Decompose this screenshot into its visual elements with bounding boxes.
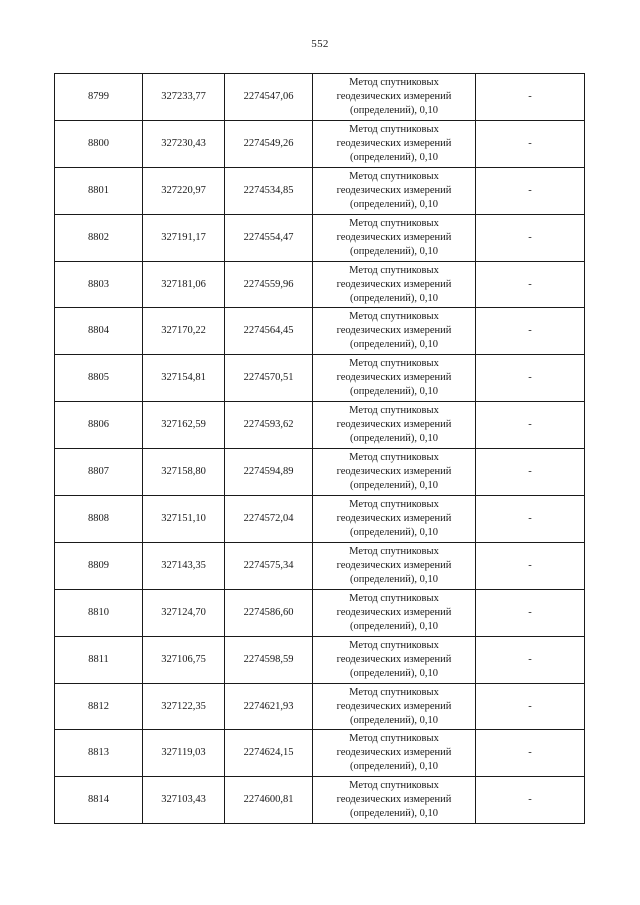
- method-text-line: (определений), 0,10: [349, 433, 439, 445]
- table-row: [55, 730, 585, 777]
- method-text-line: (определений), 0,10: [349, 761, 439, 773]
- point-number-cell: 8814: [55, 777, 143, 824]
- method-text-line: геодезических измерений: [336, 606, 452, 618]
- table-row: [55, 74, 585, 121]
- x-coordinate-cell: 327124,70: [143, 589, 225, 636]
- note-cell: -: [476, 308, 585, 355]
- method-text-line: Метод спутниковых: [349, 639, 439, 651]
- note-cell: -: [476, 449, 585, 496]
- method-text-line: (определений), 0,10: [349, 104, 439, 116]
- method-cell: [313, 636, 476, 683]
- method-cell: [313, 74, 476, 121]
- table-row: [55, 214, 585, 261]
- method-cell: [313, 730, 476, 777]
- method-text-line: Метод спутниковых: [349, 76, 439, 88]
- method-text-line: геодезических измерений: [336, 231, 452, 243]
- method-text-line: (определений), 0,10: [349, 245, 439, 257]
- table-row: [55, 589, 585, 636]
- method-cell: [313, 120, 476, 167]
- x-coordinate-cell: 327122,35: [143, 683, 225, 730]
- point-number-cell: 8801: [55, 167, 143, 214]
- method-cell: [313, 683, 476, 730]
- method-text-line: геодезических измерений: [336, 184, 452, 196]
- method-text-line: Метод спутниковых: [349, 733, 439, 745]
- method-text-line: (определений), 0,10: [349, 667, 439, 679]
- x-coordinate-cell: 327233,77: [143, 74, 225, 121]
- table-row: [55, 167, 585, 214]
- method-text-line: Метод спутниковых: [349, 452, 439, 464]
- method-text-line: Метод спутниковых: [349, 545, 439, 557]
- point-number-cell: 8810: [55, 589, 143, 636]
- y-coordinate-cell: 2274572,04: [225, 496, 313, 543]
- note-cell: -: [476, 402, 585, 449]
- table-row: [55, 496, 585, 543]
- point-number-cell: 8800: [55, 120, 143, 167]
- method-cell: [313, 777, 476, 824]
- y-coordinate-cell: 2274570,51: [225, 355, 313, 402]
- method-cell: [313, 214, 476, 261]
- note-cell: -: [476, 542, 585, 589]
- y-coordinate-cell: 2274586,60: [225, 589, 313, 636]
- point-number-cell: 8809: [55, 542, 143, 589]
- method-text-line: геодезических измерений: [336, 419, 452, 431]
- x-coordinate-cell: 327162,59: [143, 402, 225, 449]
- method-text-line: геодезических измерений: [336, 372, 452, 384]
- x-coordinate-cell: 327143,35: [143, 542, 225, 589]
- y-coordinate-cell: 2274575,34: [225, 542, 313, 589]
- y-coordinate-cell: 2274549,26: [225, 120, 313, 167]
- note-cell: -: [476, 120, 585, 167]
- y-coordinate-cell: 2274598,59: [225, 636, 313, 683]
- method-text-line: геодезических измерений: [336, 137, 452, 149]
- table-row: [55, 261, 585, 308]
- point-number-cell: 8807: [55, 449, 143, 496]
- method-text-line: (определений), 0,10: [349, 198, 439, 210]
- method-text-line: Метод спутниковых: [349, 170, 439, 182]
- note-cell: -: [476, 730, 585, 777]
- method-text-line: Метод спутниковых: [349, 358, 439, 370]
- method-text-line: (определений), 0,10: [349, 151, 439, 163]
- x-coordinate-cell: 327220,97: [143, 167, 225, 214]
- y-coordinate-cell: 2274624,15: [225, 730, 313, 777]
- table-row: [55, 402, 585, 449]
- x-coordinate-cell: 327151,10: [143, 496, 225, 543]
- method-text-line: (определений), 0,10: [349, 292, 439, 304]
- method-text-line: геодезических измерений: [336, 466, 452, 478]
- y-coordinate-cell: 2274554,47: [225, 214, 313, 261]
- y-coordinate-cell: 2274564,45: [225, 308, 313, 355]
- method-text-line: Метод спутниковых: [349, 217, 439, 229]
- x-coordinate-cell: 327119,03: [143, 730, 225, 777]
- note-cell: -: [476, 589, 585, 636]
- y-coordinate-cell: 2274559,96: [225, 261, 313, 308]
- note-cell: -: [476, 496, 585, 543]
- method-text-line: геодезических измерений: [336, 325, 452, 337]
- method-cell: [313, 496, 476, 543]
- y-coordinate-cell: 2274534,85: [225, 167, 313, 214]
- method-text-line: (определений), 0,10: [349, 526, 439, 538]
- y-coordinate-cell: 2274547,06: [225, 74, 313, 121]
- method-text-line: Метод спутниковых: [349, 311, 439, 323]
- method-text-line: геодезических измерений: [336, 653, 452, 665]
- method-cell: [313, 261, 476, 308]
- method-text-line: Метод спутниковых: [349, 592, 439, 604]
- table-row: [55, 120, 585, 167]
- method-text-line: (определений), 0,10: [349, 339, 439, 351]
- coordinates-table: [54, 73, 585, 824]
- x-coordinate-cell: 327106,75: [143, 636, 225, 683]
- method-cell: [313, 449, 476, 496]
- point-number-cell: 8811: [55, 636, 143, 683]
- method-text-line: геодезических измерений: [336, 278, 452, 290]
- method-cell: [313, 355, 476, 402]
- method-cell: [313, 308, 476, 355]
- method-text-line: геодезических измерений: [336, 794, 452, 806]
- method-text-line: геодезических измерений: [336, 512, 452, 524]
- note-cell: -: [476, 214, 585, 261]
- method-cell: [313, 167, 476, 214]
- note-cell: -: [476, 683, 585, 730]
- method-text-line: Метод спутниковых: [349, 498, 439, 510]
- table-row: [55, 542, 585, 589]
- table-row: [55, 308, 585, 355]
- coordinates-table-body: [55, 74, 585, 824]
- table-row: [55, 636, 585, 683]
- point-number-cell: 8799: [55, 74, 143, 121]
- method-text-line: геодезических измерений: [336, 747, 452, 759]
- method-text-line: (определений), 0,10: [349, 480, 439, 492]
- table-row: [55, 449, 585, 496]
- method-text-line: геодезических измерений: [336, 700, 452, 712]
- note-cell: -: [476, 355, 585, 402]
- method-text-line: геодезических измерений: [336, 90, 452, 102]
- point-number-cell: 8808: [55, 496, 143, 543]
- note-cell: -: [476, 167, 585, 214]
- table-row: [55, 683, 585, 730]
- method-text-line: Метод спутниковых: [349, 780, 439, 792]
- x-coordinate-cell: 327103,43: [143, 777, 225, 824]
- y-coordinate-cell: 2274594,89: [225, 449, 313, 496]
- x-coordinate-cell: 327154,81: [143, 355, 225, 402]
- y-coordinate-cell: 2274593,62: [225, 402, 313, 449]
- note-cell: -: [476, 636, 585, 683]
- page-number: 552: [311, 38, 329, 50]
- method-cell: [313, 402, 476, 449]
- method-text-line: Метод спутниковых: [349, 686, 439, 698]
- point-number-cell: 8802: [55, 214, 143, 261]
- x-coordinate-cell: 327158,80: [143, 449, 225, 496]
- x-coordinate-cell: 327181,06: [143, 261, 225, 308]
- point-number-cell: 8803: [55, 261, 143, 308]
- method-cell: [313, 589, 476, 636]
- note-cell: -: [476, 777, 585, 824]
- method-text-line: Метод спутниковых: [349, 264, 439, 276]
- method-text-line: (определений), 0,10: [349, 573, 439, 585]
- point-number-cell: 8812: [55, 683, 143, 730]
- method-text-line: (определений), 0,10: [349, 620, 439, 632]
- point-number-cell: 8813: [55, 730, 143, 777]
- point-number-cell: 8804: [55, 308, 143, 355]
- method-text-line: Метод спутниковых: [349, 123, 439, 135]
- table-row: [55, 777, 585, 824]
- y-coordinate-cell: 2274621,93: [225, 683, 313, 730]
- point-number-cell: 8805: [55, 355, 143, 402]
- x-coordinate-cell: 327170,22: [143, 308, 225, 355]
- y-coordinate-cell: 2274600,81: [225, 777, 313, 824]
- method-text-line: (определений), 0,10: [349, 808, 439, 820]
- point-number-cell: 8806: [55, 402, 143, 449]
- x-coordinate-cell: 327230,43: [143, 120, 225, 167]
- method-text-line: Метод спутниковых: [349, 405, 439, 417]
- note-cell: -: [476, 74, 585, 121]
- x-coordinate-cell: 327191,17: [143, 214, 225, 261]
- method-text-line: (определений), 0,10: [349, 714, 439, 726]
- method-cell: [313, 542, 476, 589]
- note-cell: -: [476, 261, 585, 308]
- method-text-line: (определений), 0,10: [349, 386, 439, 398]
- method-text-line: геодезических измерений: [336, 559, 452, 571]
- table-row: [55, 355, 585, 402]
